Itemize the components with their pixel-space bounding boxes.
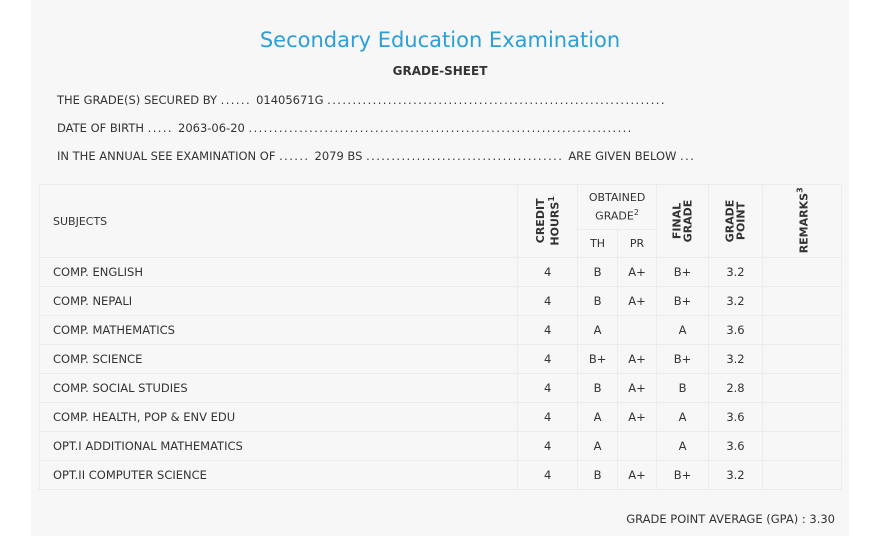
th-grade-cell: A xyxy=(578,403,618,432)
pr-grade-cell: A+ xyxy=(618,345,657,374)
subject-cell: OPT.I ADDITIONAL MATHEMATICS xyxy=(40,432,518,461)
dot-leader: ...... xyxy=(279,149,315,163)
grade-point-cell: 3.6 xyxy=(709,403,763,432)
th-grade-cell: B xyxy=(578,461,618,490)
dot-leader: ....................................... xyxy=(366,149,569,163)
pr-grade-cell: A+ xyxy=(618,287,657,316)
remarks-cell xyxy=(762,461,841,490)
sheet-subtitle: GRADE-SHEET xyxy=(392,64,488,78)
final-grade-cell: A xyxy=(657,403,709,432)
subject-cell: COMP. NEPALI xyxy=(40,287,518,316)
dob-label: DATE OF BIRTH xyxy=(57,121,145,135)
pr-grade-cell xyxy=(618,316,657,345)
final-grade-label: FINAL GRADE xyxy=(670,199,695,242)
secured-by-line xyxy=(57,93,666,107)
subject-cell: COMP. ENGLISH xyxy=(40,258,518,287)
th-grade-cell: B xyxy=(578,258,618,287)
remarks-label: REMARKS$^3$ xyxy=(795,187,811,254)
credit-cell: 4 xyxy=(518,287,578,316)
th-header: TH xyxy=(578,230,618,258)
final-grade-cell: B+ xyxy=(657,287,709,316)
obtained-grade-header: OBTAINED GRADE$^2$ xyxy=(578,185,657,230)
credit-cell: 4 xyxy=(518,403,578,432)
credit-cell: 4 xyxy=(518,432,578,461)
given-below-label: ARE GIVEN BELOW xyxy=(568,149,677,163)
table-row xyxy=(40,316,842,345)
credit-cell: 4 xyxy=(518,316,578,345)
subject-cell: COMP. MATHEMATICS xyxy=(40,316,518,345)
subjects-header: SUBJECTS xyxy=(40,185,518,258)
pr-grade-cell: A+ xyxy=(618,403,657,432)
dot-leader: ...... xyxy=(220,93,257,107)
table-row xyxy=(40,461,842,490)
credit-cell: 4 xyxy=(518,258,578,287)
table-row xyxy=(40,374,842,403)
th-grade-cell: B xyxy=(578,374,618,403)
dot-leader: ............................................................................ xyxy=(248,121,633,135)
final-grade-cell: B xyxy=(657,374,709,403)
grade-point-label: GRADE POINT xyxy=(723,199,748,242)
credit-cell: 4 xyxy=(518,461,578,490)
remarks-header xyxy=(762,185,841,258)
grade-point-header xyxy=(709,185,763,258)
pr-header: PR xyxy=(618,230,657,258)
grade-point-cell: 3.2 xyxy=(709,345,763,374)
dot-leader: ..... xyxy=(147,121,179,135)
table-row xyxy=(40,258,842,287)
dob-value: 2063-06-20 xyxy=(178,121,245,135)
final-grade-cell: A xyxy=(657,316,709,345)
subject-cell: OPT.II COMPUTER SCIENCE xyxy=(40,461,518,490)
table-row xyxy=(40,345,842,374)
grade-point-cell: 3.2 xyxy=(709,258,763,287)
symbol-number: 01405671G xyxy=(256,93,324,107)
grade-sheet xyxy=(31,0,849,536)
grade-point-cell: 3.2 xyxy=(709,287,763,316)
gpa-value: 3.30 xyxy=(809,512,835,526)
secured-by-label: THE GRADE(S) SECURED BY xyxy=(57,93,218,107)
grades-table xyxy=(39,184,842,490)
grade-point-cell: 3.6 xyxy=(709,316,763,345)
grade-point-cell: 2.8 xyxy=(709,374,763,403)
remarks-cell xyxy=(762,403,841,432)
pr-grade-cell: A+ xyxy=(618,258,657,287)
subject-cell: COMP. SCIENCE xyxy=(40,345,518,374)
credit-cell: 4 xyxy=(518,374,578,403)
th-grade-cell: A xyxy=(578,432,618,461)
gpa-summary xyxy=(626,512,835,526)
dot-leader: ... xyxy=(680,149,696,163)
gpa-label: GRADE POINT AVERAGE (GPA) : xyxy=(626,512,806,526)
pr-grade-cell: A+ xyxy=(618,374,657,403)
credit-hours-label: CREDIT HOURS$^1$ xyxy=(533,195,562,246)
credit-hours-header xyxy=(518,185,578,258)
table-row xyxy=(40,287,842,316)
exam-label: IN THE ANNUAL SEE EXAMINATION OF xyxy=(57,149,276,163)
remarks-cell xyxy=(762,316,841,345)
table-row xyxy=(40,403,842,432)
subject-cell: COMP. SOCIAL STUDIES xyxy=(40,374,518,403)
final-grade-cell: B+ xyxy=(657,258,709,287)
pr-grade-cell: A+ xyxy=(618,461,657,490)
th-grade-cell: A xyxy=(578,316,618,345)
dob-line xyxy=(57,121,633,135)
pr-grade-cell xyxy=(618,432,657,461)
exam-line xyxy=(57,149,695,163)
remarks-cell xyxy=(762,374,841,403)
exam-title: Secondary Education Examination xyxy=(259,28,621,52)
final-grade-cell: B+ xyxy=(657,345,709,374)
grade-point-cell: 3.2 xyxy=(709,461,763,490)
dot-leader: ................................................................... xyxy=(327,93,666,107)
exam-year: 2079 BS xyxy=(314,149,363,163)
th-grade-cell: B+ xyxy=(578,345,618,374)
final-grade-header xyxy=(657,185,709,258)
remarks-cell xyxy=(762,345,841,374)
table-row xyxy=(40,432,842,461)
credit-cell: 4 xyxy=(518,345,578,374)
remarks-cell xyxy=(762,432,841,461)
th-grade-cell: B xyxy=(578,287,618,316)
remarks-cell xyxy=(762,287,841,316)
remarks-cell xyxy=(762,258,841,287)
subject-cell: COMP. HEALTH, POP & ENV EDU xyxy=(40,403,518,432)
grade-point-cell: 3.6 xyxy=(709,432,763,461)
final-grade-cell: A xyxy=(657,432,709,461)
final-grade-cell: B+ xyxy=(657,461,709,490)
